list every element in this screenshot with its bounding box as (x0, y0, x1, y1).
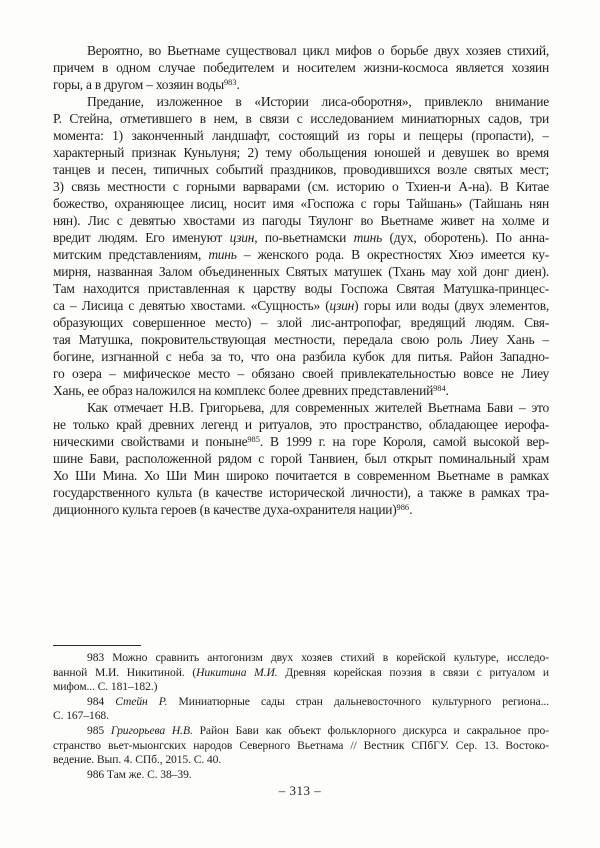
text-run: Предание, изложенное в «Истории лиса-оборотня», привлекло внимание (87, 94, 549, 109)
text-line (53, 501, 549, 518)
text-line (53, 42, 549, 59)
text-line (53, 59, 549, 76)
text-line (53, 739, 549, 754)
text-run: са – Лисица с девятью хвостами. «Сущность» ( (53, 298, 330, 313)
text-run: . В 1999 г. на горе Короля, самой высокой вер- (259, 434, 549, 449)
text-line (53, 753, 549, 768)
text-line (53, 450, 549, 467)
text-run: Там находится приставленная к царству воды Госпожа Святая Матушка-принцес- (53, 281, 549, 296)
text-run: . (445, 383, 449, 398)
text-run: Хань, ее образ наложился на комплекс более древних представлений (53, 383, 434, 398)
text-line (53, 178, 549, 195)
footnote-ref: 985 (247, 435, 260, 445)
text-run: 984 (87, 694, 116, 708)
text-run: 985 (87, 723, 111, 737)
page-number: – 313 – (278, 783, 322, 798)
text-run: 3) связь местности с горными варварами (см. историю о Тхиен-и А-на). В Китае (53, 179, 549, 194)
body-text (53, 42, 549, 518)
text-line (53, 382, 549, 399)
text-run: тая Матушка, покровительствующая местности, передала свою роль Лиеу Хань – (53, 332, 549, 347)
text-run: Вероятно, во Вьетнаме существовал цикл мифов о борьбе двух хозяев стихий, (87, 43, 549, 58)
text-run: горы, а в другом – хозяин воды (53, 77, 224, 92)
text-run: – женского рода. В окрестностях Хюэ имеется ку- (236, 247, 549, 262)
text-run: момента: 1) законченный ландшафт, состоящий из горы и пещеры (пропасти), – (53, 128, 549, 143)
text-run: Миниатюрные сады стран дальневосточного культурного региона... (167, 694, 549, 708)
text-run: ванной М.И. Никитиной. ( (53, 665, 197, 679)
text-run: танцев и песен, типичных событий праздников, проводившихся возле святых мест; (53, 162, 549, 177)
paragraph (53, 93, 549, 399)
text-run: 986 Там же. С. 38–39. (87, 767, 192, 781)
footnotes-section (53, 645, 549, 782)
footnote-separator (53, 645, 141, 646)
text-run: . (236, 77, 240, 92)
text-line (53, 263, 549, 280)
text-run: ническими свойствами и поныне (53, 434, 248, 449)
text-line (53, 229, 549, 246)
text-line (53, 280, 549, 297)
text-run: Стейн Р. (115, 694, 168, 708)
paragraph (53, 399, 549, 518)
footnote-list (53, 651, 549, 782)
text-run: божество, охраняющее лисиц, носит имя «Госпожа с горы Тайшань» (Тайшань нян (53, 196, 549, 211)
text-run: Григорьева Н.В. (110, 723, 193, 737)
text-run: мифом... С. 181–182.) (53, 680, 158, 694)
text-line (53, 144, 549, 161)
text-line (53, 246, 549, 263)
text-run: государственного культа (в качестве исторической личности), а также в рамках тра- (53, 485, 549, 500)
footnote-ref: 986 (396, 503, 410, 513)
text-run: С. 167–168. (53, 709, 109, 723)
text-run: . (409, 502, 413, 517)
text-line (53, 651, 549, 666)
paragraph (53, 768, 549, 783)
text-run: , по-вьетнамски (254, 230, 354, 245)
text-line (53, 161, 549, 178)
text-run: нян). Лис с девятью хвостами из пагоды Тяулонг во Вьетнаме живет на холме и (53, 213, 549, 228)
text-line (53, 76, 549, 93)
text-line (53, 768, 549, 783)
text-run: Р. Стейна, отметившего в нем, в связи с исследованием миниатюрных садов, три (53, 111, 549, 126)
text-run: Хо Ши Мина. Хо Ши Мин широко почитается в современном Вьетнаме в рамках (53, 468, 549, 483)
text-run: причем в одном случае победителем и носителем жизни-космоса является хозяин (53, 60, 549, 75)
paragraph (53, 724, 549, 768)
text-run: вредит людям. Его именуют (53, 230, 230, 245)
paragraph (53, 651, 549, 695)
text-line (53, 127, 549, 144)
paragraph (53, 695, 549, 724)
text-run: тинь (208, 247, 237, 262)
text-line (53, 110, 549, 127)
text-run: тинь (353, 230, 382, 245)
text-line (53, 365, 549, 382)
text-run: (дух, оборотень). По анна- (381, 230, 549, 245)
footnote-ref: 984 (433, 384, 446, 394)
text-line (53, 467, 549, 484)
footnote-ref: 983 (224, 78, 237, 88)
text-run: странство вьет-мыонгских народов Северного Вьетнама // Вестник СПбГУ. Сер. 13. Востоко- (53, 738, 549, 752)
text-run: митским представлениям, (53, 247, 209, 262)
text-line (53, 666, 549, 681)
text-line (53, 331, 549, 348)
text-run: богине, изгнанной с неба за то, что она разбила кубок для питья. Район Западно- (53, 349, 549, 364)
text-run: цзин (229, 230, 255, 245)
text-run: ведение. Вып. 4. СПб., 2015. С. 40. (53, 753, 222, 767)
text-run: образующих совершенное место) – злой лис-антропофаг, вредящий людям. Свя- (53, 315, 549, 330)
text-run: характерный признак Куньлуня; 2) тему обольщения юношей и девушек во время (53, 145, 549, 160)
text-line (53, 93, 549, 110)
text-run: цзин (329, 298, 355, 313)
text-line (53, 212, 549, 229)
text-line (53, 314, 549, 331)
text-run: не только край древних легенд и ритуалов, это пространство, обладающее иерофа- (53, 417, 549, 432)
text-line (53, 348, 549, 365)
text-line (53, 709, 549, 724)
paragraph (53, 42, 549, 93)
text-run: Древняя корейская поэзия в связи с ритуалом и (277, 665, 549, 679)
text-line (53, 680, 549, 695)
text-run: Никитина М.И. (196, 665, 278, 679)
text-run: го озера – мифическое место – обязано своей привлекательностью вовсе не Лиеу (53, 366, 549, 381)
text-run: Район Бави как объект фольклорного дискурса и сакральное про- (192, 723, 549, 737)
text-line (53, 297, 549, 314)
text-run: шине Бави, расположенной рядом с горой Танвиен, был открыт поминальный храм (53, 451, 549, 466)
text-run: диционного культа героев (в качестве духа-охранителя нации) (53, 502, 397, 517)
text-line (53, 399, 549, 416)
text-line (53, 195, 549, 212)
text-line (53, 695, 549, 710)
text-run: мирня, названная Залом объединенных Святых матушек (Тхань мау хой донг диен). (53, 264, 549, 279)
text-line (53, 433, 549, 450)
text-line (53, 724, 549, 739)
text-run: Как отмечает Н.В. Григорьева, для современных жителей Вьетнама Бави – это (87, 400, 549, 415)
text-run: ) горы или воды (двух элементов, (354, 298, 549, 313)
text-run: 983 Можно сравнить антогонизм двух хозяев стихий в корейской культуре, исследо- (87, 651, 549, 664)
text-line (53, 416, 549, 433)
text-line (53, 484, 549, 501)
